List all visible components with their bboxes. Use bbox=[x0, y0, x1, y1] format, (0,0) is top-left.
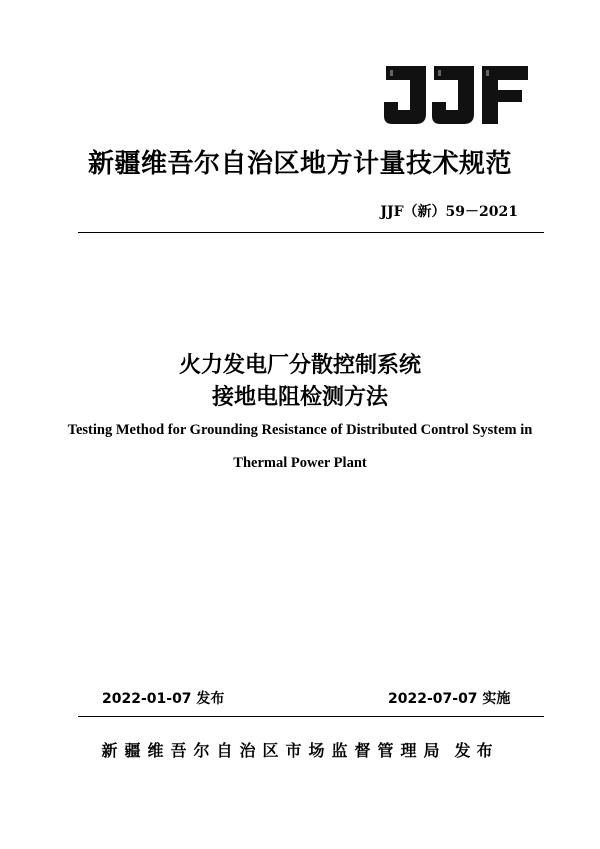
series-title: 新疆维吾尔自治区地方计量技术规范 bbox=[87, 149, 512, 179]
title-en-line2: Thermal Power Plant bbox=[233, 455, 367, 471]
jjf-logo bbox=[382, 62, 530, 128]
bottom-divider bbox=[78, 716, 544, 717]
top-divider bbox=[78, 232, 544, 233]
publisher-name: 新疆维吾尔自治区市场监督管理局 bbox=[101, 741, 447, 760]
title-cn-line2: 接地电阻检测方法 bbox=[211, 385, 388, 410]
publisher-suffix: 发布 bbox=[454, 741, 499, 760]
issue-date: 2022-01-07 发布 bbox=[102, 691, 225, 707]
publisher-line bbox=[0, 738, 600, 761]
title-en-line1: Testing Method for Grounding Resistance of Distributed Control System in bbox=[67, 422, 533, 438]
title-cn-line1: 火力发电厂分散控制系统 bbox=[178, 353, 421, 378]
standard-code: JJF（新）59－2021 bbox=[380, 204, 518, 220]
implement-date: 2022-07-07 实施 bbox=[388, 691, 511, 707]
